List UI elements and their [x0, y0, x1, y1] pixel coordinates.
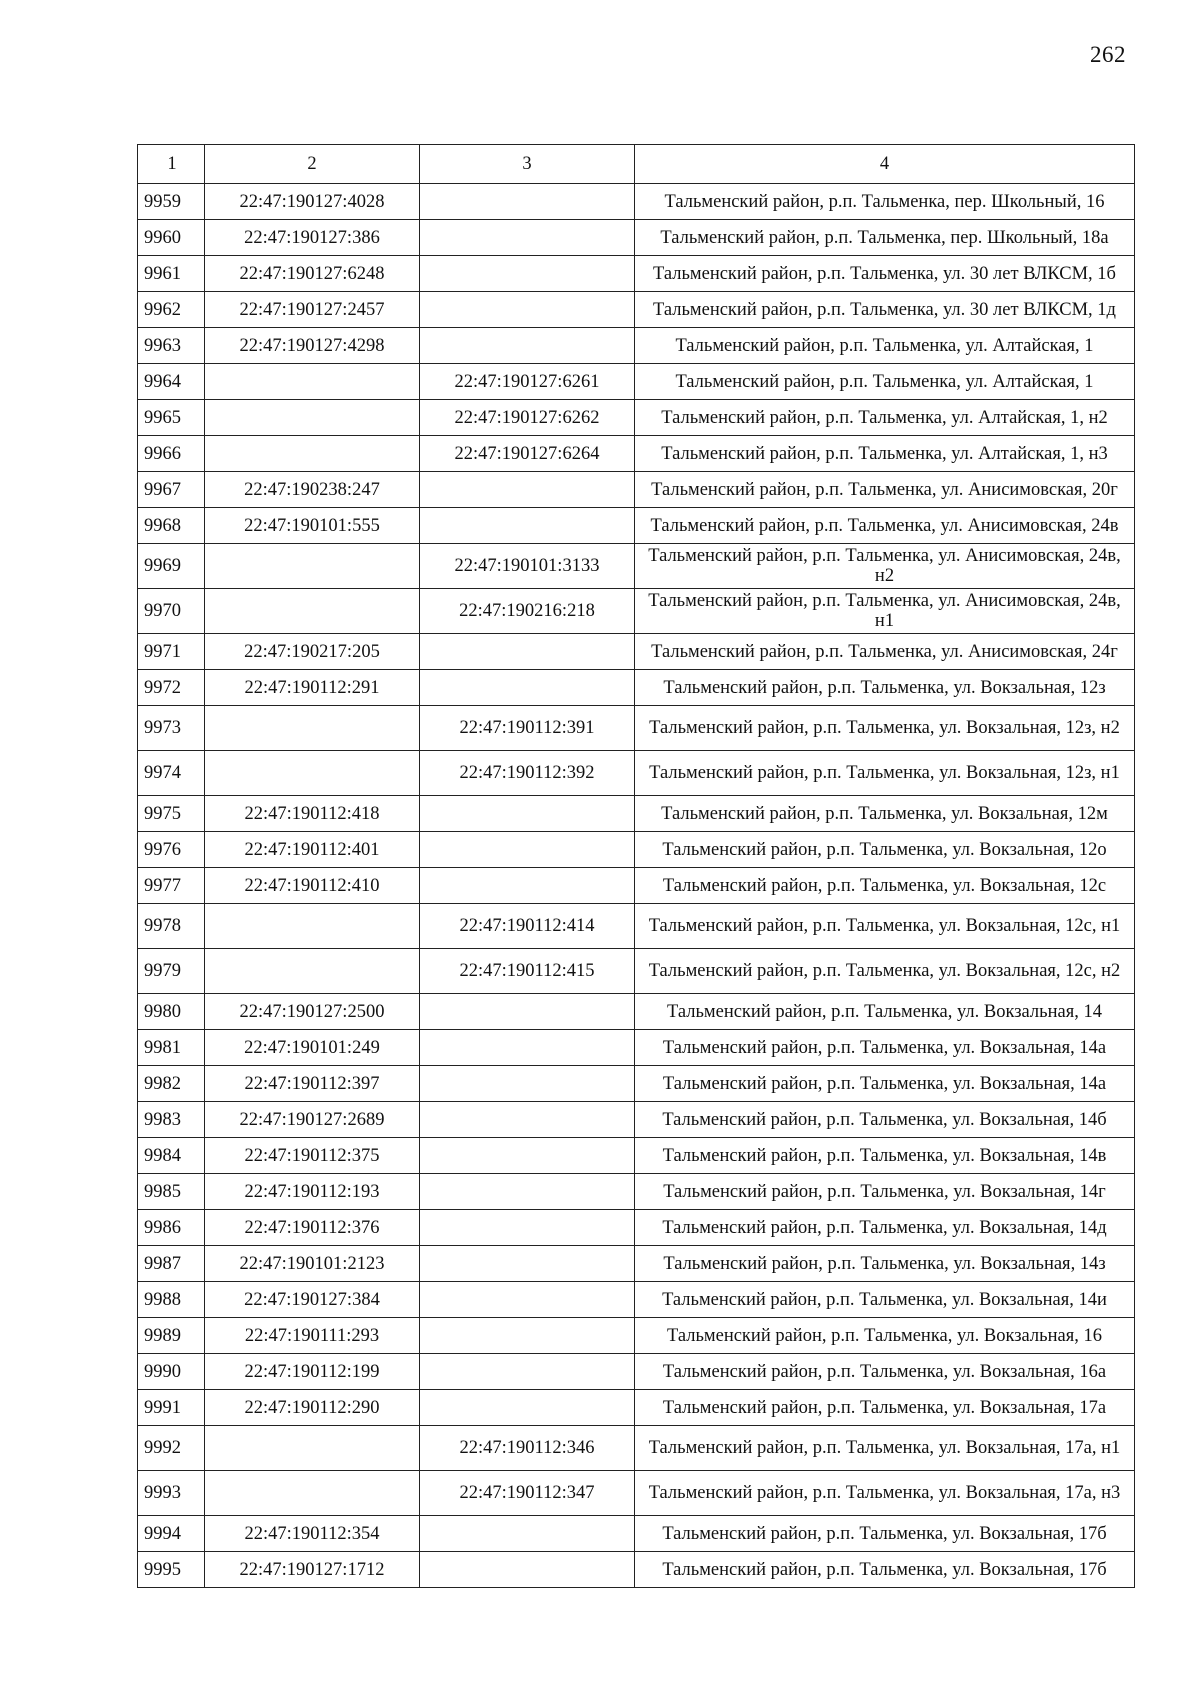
table-row — [138, 751, 1135, 796]
row-number-cell: 9993 — [138, 1471, 205, 1516]
table-row — [138, 1390, 1135, 1426]
related-cadastral-number-cell — [420, 292, 635, 328]
cadastral-number-cell — [205, 400, 420, 436]
cadastral-number-cell: 22:47:190127:1712 — [205, 1552, 420, 1588]
cadastral-number-cell: 22:47:190127:2457 — [205, 292, 420, 328]
related-cadastral-number-cell: 22:47:190112:347 — [420, 1471, 635, 1516]
table-row — [138, 1174, 1135, 1210]
cadastral-number-cell: 22:47:190101:249 — [205, 1030, 420, 1066]
address-cell: Тальменский район, р.п. Тальменка, ул. Вокзальная, 16 — [635, 1318, 1135, 1354]
cadastral-number-cell: 22:47:190127:2500 — [205, 994, 420, 1030]
row-number-cell: 9963 — [138, 328, 205, 364]
column-header-4: 4 — [635, 145, 1135, 184]
table-row — [138, 292, 1135, 328]
related-cadastral-number-cell: 22:47:190112:346 — [420, 1426, 635, 1471]
related-cadastral-number-cell — [420, 634, 635, 670]
address-cell: Тальменский район, р.п. Тальменка, ул. Вокзальная, 12з — [635, 670, 1135, 706]
related-cadastral-number-cell: 22:47:190112:414 — [420, 904, 635, 949]
table-row — [138, 544, 1135, 589]
address-cell: Тальменский район, р.п. Тальменка, ул. Вокзальная, 17б — [635, 1552, 1135, 1588]
row-number-cell: 9966 — [138, 436, 205, 472]
related-cadastral-number-cell — [420, 508, 635, 544]
row-number-cell: 9988 — [138, 1282, 205, 1318]
cadastral-number-cell: 22:47:190112:401 — [205, 832, 420, 868]
address-cell: Тальменский район, р.п. Тальменка, ул. Вокзальная, 12с — [635, 868, 1135, 904]
cadastral-number-cell: 22:47:190127:6248 — [205, 256, 420, 292]
table-row — [138, 796, 1135, 832]
cadastral-number-cell: 22:47:190127:384 — [205, 1282, 420, 1318]
related-cadastral-number-cell — [420, 1318, 635, 1354]
table-row — [138, 1471, 1135, 1516]
table-row — [138, 634, 1135, 670]
table-row — [138, 184, 1135, 220]
address-cell: Тальменский район, р.п. Тальменка, ул. Алтайская, 1 — [635, 328, 1135, 364]
table-row — [138, 868, 1135, 904]
row-number-cell: 9974 — [138, 751, 205, 796]
related-cadastral-number-cell — [420, 1066, 635, 1102]
column-header-2: 2 — [205, 145, 420, 184]
row-number-cell: 9984 — [138, 1138, 205, 1174]
row-number-cell: 9971 — [138, 634, 205, 670]
table-row — [138, 1030, 1135, 1066]
table-row — [138, 1102, 1135, 1138]
cadastral-number-cell — [205, 1471, 420, 1516]
row-number-cell: 9980 — [138, 994, 205, 1030]
cadastral-number-cell: 22:47:190112:290 — [205, 1390, 420, 1426]
address-cell: Тальменский район, р.п. Тальменка, ул. Алтайская, 1, н2 — [635, 400, 1135, 436]
cadastral-number-cell — [205, 589, 420, 634]
table-row — [138, 220, 1135, 256]
address-cell: Тальменский район, р.п. Тальменка, ул. Вокзальная, 14а — [635, 1066, 1135, 1102]
table-row — [138, 949, 1135, 994]
cadastral-number-cell: 22:47:190112:418 — [205, 796, 420, 832]
address-cell: Тальменский район, р.п. Тальменка, ул. Вокзальная, 14в — [635, 1138, 1135, 1174]
address-cell: Тальменский район, р.п. Тальменка, ул. Вокзальная, 14и — [635, 1282, 1135, 1318]
row-number-cell: 9964 — [138, 364, 205, 400]
address-cell: Тальменский район, р.п. Тальменка, ул. Вокзальная, 14а — [635, 1030, 1135, 1066]
table-row — [138, 832, 1135, 868]
row-number-cell: 9965 — [138, 400, 205, 436]
table-row — [138, 994, 1135, 1030]
related-cadastral-number-cell — [420, 1552, 635, 1588]
table-body — [138, 184, 1135, 1588]
related-cadastral-number-cell: 22:47:190127:6261 — [420, 364, 635, 400]
address-cell: Тальменский район, р.п. Тальменка, ул. Вокзальная, 12о — [635, 832, 1135, 868]
cadastral-number-cell: 22:47:190127:4298 — [205, 328, 420, 364]
address-cell: Тальменский район, р.п. Тальменка, ул. Анисимовская, 24в — [635, 508, 1135, 544]
related-cadastral-number-cell — [420, 1390, 635, 1426]
table-row — [138, 328, 1135, 364]
row-number-cell: 9987 — [138, 1246, 205, 1282]
related-cadastral-number-cell: 22:47:190101:3133 — [420, 544, 635, 589]
cadastral-number-cell — [205, 949, 420, 994]
row-number-cell: 9961 — [138, 256, 205, 292]
row-number-cell: 9977 — [138, 868, 205, 904]
cadastral-number-cell: 22:47:190112:376 — [205, 1210, 420, 1246]
address-cell: Тальменский район, р.п. Тальменка, ул. Вокзальная, 17б — [635, 1516, 1135, 1552]
table-row — [138, 904, 1135, 949]
row-number-cell: 9959 — [138, 184, 205, 220]
cadastral-number-cell: 22:47:190112:397 — [205, 1066, 420, 1102]
cadastral-number-cell — [205, 706, 420, 751]
column-header-1: 1 — [138, 145, 205, 184]
related-cadastral-number-cell: 22:47:190112:415 — [420, 949, 635, 994]
row-number-cell: 9985 — [138, 1174, 205, 1210]
table-row — [138, 1246, 1135, 1282]
row-number-cell: 9995 — [138, 1552, 205, 1588]
row-number-cell: 9975 — [138, 796, 205, 832]
related-cadastral-number-cell — [420, 1516, 635, 1552]
cadastral-number-cell: 22:47:190112:354 — [205, 1516, 420, 1552]
related-cadastral-number-cell — [420, 1174, 635, 1210]
address-cell: Тальменский район, р.п. Тальменка, ул. Анисимовская, 24в, н1 — [635, 589, 1135, 634]
related-cadastral-number-cell — [420, 832, 635, 868]
cadastral-number-cell: 22:47:190127:4028 — [205, 184, 420, 220]
related-cadastral-number-cell — [420, 1138, 635, 1174]
cadastral-number-cell: 22:47:190112:410 — [205, 868, 420, 904]
address-cell: Тальменский район, р.п. Тальменка, ул. Вокзальная, 14 — [635, 994, 1135, 1030]
related-cadastral-number-cell — [420, 256, 635, 292]
related-cadastral-number-cell: 22:47:190127:6262 — [420, 400, 635, 436]
address-cell: Тальменский район, р.п. Тальменка, ул. 30 лет ВЛКСМ, 1д — [635, 292, 1135, 328]
cadastral-number-cell — [205, 904, 420, 949]
related-cadastral-number-cell — [420, 868, 635, 904]
cadastral-number-cell: 22:47:190112:291 — [205, 670, 420, 706]
address-cell: Тальменский район, р.п. Тальменка, ул. Вокзальная, 12м — [635, 796, 1135, 832]
address-cell: Тальменский район, р.п. Тальменка, ул. Вокзальная, 12с, н2 — [635, 949, 1135, 994]
row-number-cell: 9976 — [138, 832, 205, 868]
table-header-row — [138, 145, 1135, 184]
related-cadastral-number-cell — [420, 670, 635, 706]
related-cadastral-number-cell — [420, 1102, 635, 1138]
related-cadastral-number-cell — [420, 1282, 635, 1318]
related-cadastral-number-cell — [420, 994, 635, 1030]
cadastral-number-cell: 22:47:190111:293 — [205, 1318, 420, 1354]
address-cell: Тальменский район, р.п. Тальменка, ул. Вокзальная, 12з, н1 — [635, 751, 1135, 796]
cadastral-number-cell — [205, 751, 420, 796]
cadastral-number-cell — [205, 364, 420, 400]
row-number-cell: 9990 — [138, 1354, 205, 1390]
row-number-cell: 9989 — [138, 1318, 205, 1354]
cadastral-number-cell — [205, 1426, 420, 1471]
table-row — [138, 1318, 1135, 1354]
address-cell: Тальменский район, р.п. Тальменка, ул. Вокзальная, 14б — [635, 1102, 1135, 1138]
cadastral-number-cell: 22:47:190112:199 — [205, 1354, 420, 1390]
related-cadastral-number-cell — [420, 1030, 635, 1066]
related-cadastral-number-cell: 22:47:190112:391 — [420, 706, 635, 751]
address-cell: Тальменский район, р.п. Тальменка, ул. Вокзальная, 14г — [635, 1174, 1135, 1210]
related-cadastral-number-cell: 22:47:190127:6264 — [420, 436, 635, 472]
table-row — [138, 472, 1135, 508]
table-row — [138, 1282, 1135, 1318]
address-cell: Тальменский район, р.п. Тальменка, ул. Вокзальная, 14з — [635, 1246, 1135, 1282]
table-row — [138, 1426, 1135, 1471]
cadastral-number-cell: 22:47:190101:2123 — [205, 1246, 420, 1282]
address-cell: Тальменский район, р.п. Тальменка, ул. Алтайская, 1, н3 — [635, 436, 1135, 472]
table-row — [138, 1516, 1135, 1552]
table-row — [138, 256, 1135, 292]
related-cadastral-number-cell — [420, 472, 635, 508]
row-number-cell: 9970 — [138, 589, 205, 634]
cadastral-number-cell: 22:47:190127:2689 — [205, 1102, 420, 1138]
table-row — [138, 706, 1135, 751]
row-number-cell: 9983 — [138, 1102, 205, 1138]
registry-table — [137, 144, 1135, 1588]
address-cell: Тальменский район, р.п. Тальменка, ул. Анисимовская, 24в, н2 — [635, 544, 1135, 589]
address-cell: Тальменский район, р.п. Тальменка, ул. Анисимовская, 20г — [635, 472, 1135, 508]
row-number-cell: 9969 — [138, 544, 205, 589]
table-row — [138, 400, 1135, 436]
page-number: 262 — [1090, 42, 1126, 67]
address-cell: Тальменский район, р.п. Тальменка, ул. Анисимовская, 24г — [635, 634, 1135, 670]
address-cell: Тальменский район, р.п. Тальменка, ул. Вокзальная, 17а, н1 — [635, 1426, 1135, 1471]
cadastral-number-cell — [205, 436, 420, 472]
cadastral-number-cell — [205, 544, 420, 589]
table-row — [138, 508, 1135, 544]
table-row — [138, 1138, 1135, 1174]
row-number-cell: 9994 — [138, 1516, 205, 1552]
related-cadastral-number-cell — [420, 1246, 635, 1282]
table-row — [138, 1066, 1135, 1102]
cadastral-number-cell: 22:47:190112:375 — [205, 1138, 420, 1174]
table-row — [138, 1552, 1135, 1588]
row-number-cell: 9981 — [138, 1030, 205, 1066]
row-number-cell: 9972 — [138, 670, 205, 706]
related-cadastral-number-cell — [420, 1210, 635, 1246]
table-row — [138, 436, 1135, 472]
row-number-cell: 9992 — [138, 1426, 205, 1471]
row-number-cell: 9991 — [138, 1390, 205, 1426]
address-cell: Тальменский район, р.п. Тальменка, ул. 30 лет ВЛКСМ, 1б — [635, 256, 1135, 292]
cadastral-number-cell: 22:47:190127:386 — [205, 220, 420, 256]
row-number-cell: 9960 — [138, 220, 205, 256]
table-row — [138, 364, 1135, 400]
cadastral-number-cell: 22:47:190217:205 — [205, 634, 420, 670]
address-cell: Тальменский район, р.п. Тальменка, ул. Вокзальная, 12з, н2 — [635, 706, 1135, 751]
row-number-cell: 9968 — [138, 508, 205, 544]
row-number-cell: 9978 — [138, 904, 205, 949]
row-number-cell: 9973 — [138, 706, 205, 751]
table-row — [138, 589, 1135, 634]
row-number-cell: 9986 — [138, 1210, 205, 1246]
table-row — [138, 1354, 1135, 1390]
related-cadastral-number-cell: 22:47:190112:392 — [420, 751, 635, 796]
table-row — [138, 670, 1135, 706]
related-cadastral-number-cell — [420, 220, 635, 256]
address-cell: Тальменский район, р.п. Тальменка, ул. Вокзальная, 14д — [635, 1210, 1135, 1246]
address-cell: Тальменский район, р.п. Тальменка, ул. Вокзальная, 16а — [635, 1354, 1135, 1390]
address-cell: Тальменский район, р.п. Тальменка, ул. Вокзальная, 17а, н3 — [635, 1471, 1135, 1516]
cadastral-number-cell: 22:47:190238:247 — [205, 472, 420, 508]
address-cell: Тальменский район, р.п. Тальменка, ул. Алтайская, 1 — [635, 364, 1135, 400]
address-cell: Тальменский район, р.п. Тальменка, ул. Вокзальная, 12с, н1 — [635, 904, 1135, 949]
row-number-cell: 9962 — [138, 292, 205, 328]
cadastral-number-cell: 22:47:190101:555 — [205, 508, 420, 544]
related-cadastral-number-cell — [420, 1354, 635, 1390]
row-number-cell: 9979 — [138, 949, 205, 994]
table-row — [138, 1210, 1135, 1246]
row-number-cell: 9982 — [138, 1066, 205, 1102]
address-cell: Тальменский район, р.п. Тальменка, ул. Вокзальная, 17а — [635, 1390, 1135, 1426]
related-cadastral-number-cell — [420, 328, 635, 364]
column-header-3: 3 — [420, 145, 635, 184]
related-cadastral-number-cell — [420, 796, 635, 832]
row-number-cell: 9967 — [138, 472, 205, 508]
related-cadastral-number-cell: 22:47:190216:218 — [420, 589, 635, 634]
cadastral-number-cell: 22:47:190112:193 — [205, 1174, 420, 1210]
address-cell: Тальменский район, р.п. Тальменка, пер. Школьный, 16 — [635, 184, 1135, 220]
address-cell: Тальменский район, р.п. Тальменка, пер. Школьный, 18а — [635, 220, 1135, 256]
related-cadastral-number-cell — [420, 184, 635, 220]
